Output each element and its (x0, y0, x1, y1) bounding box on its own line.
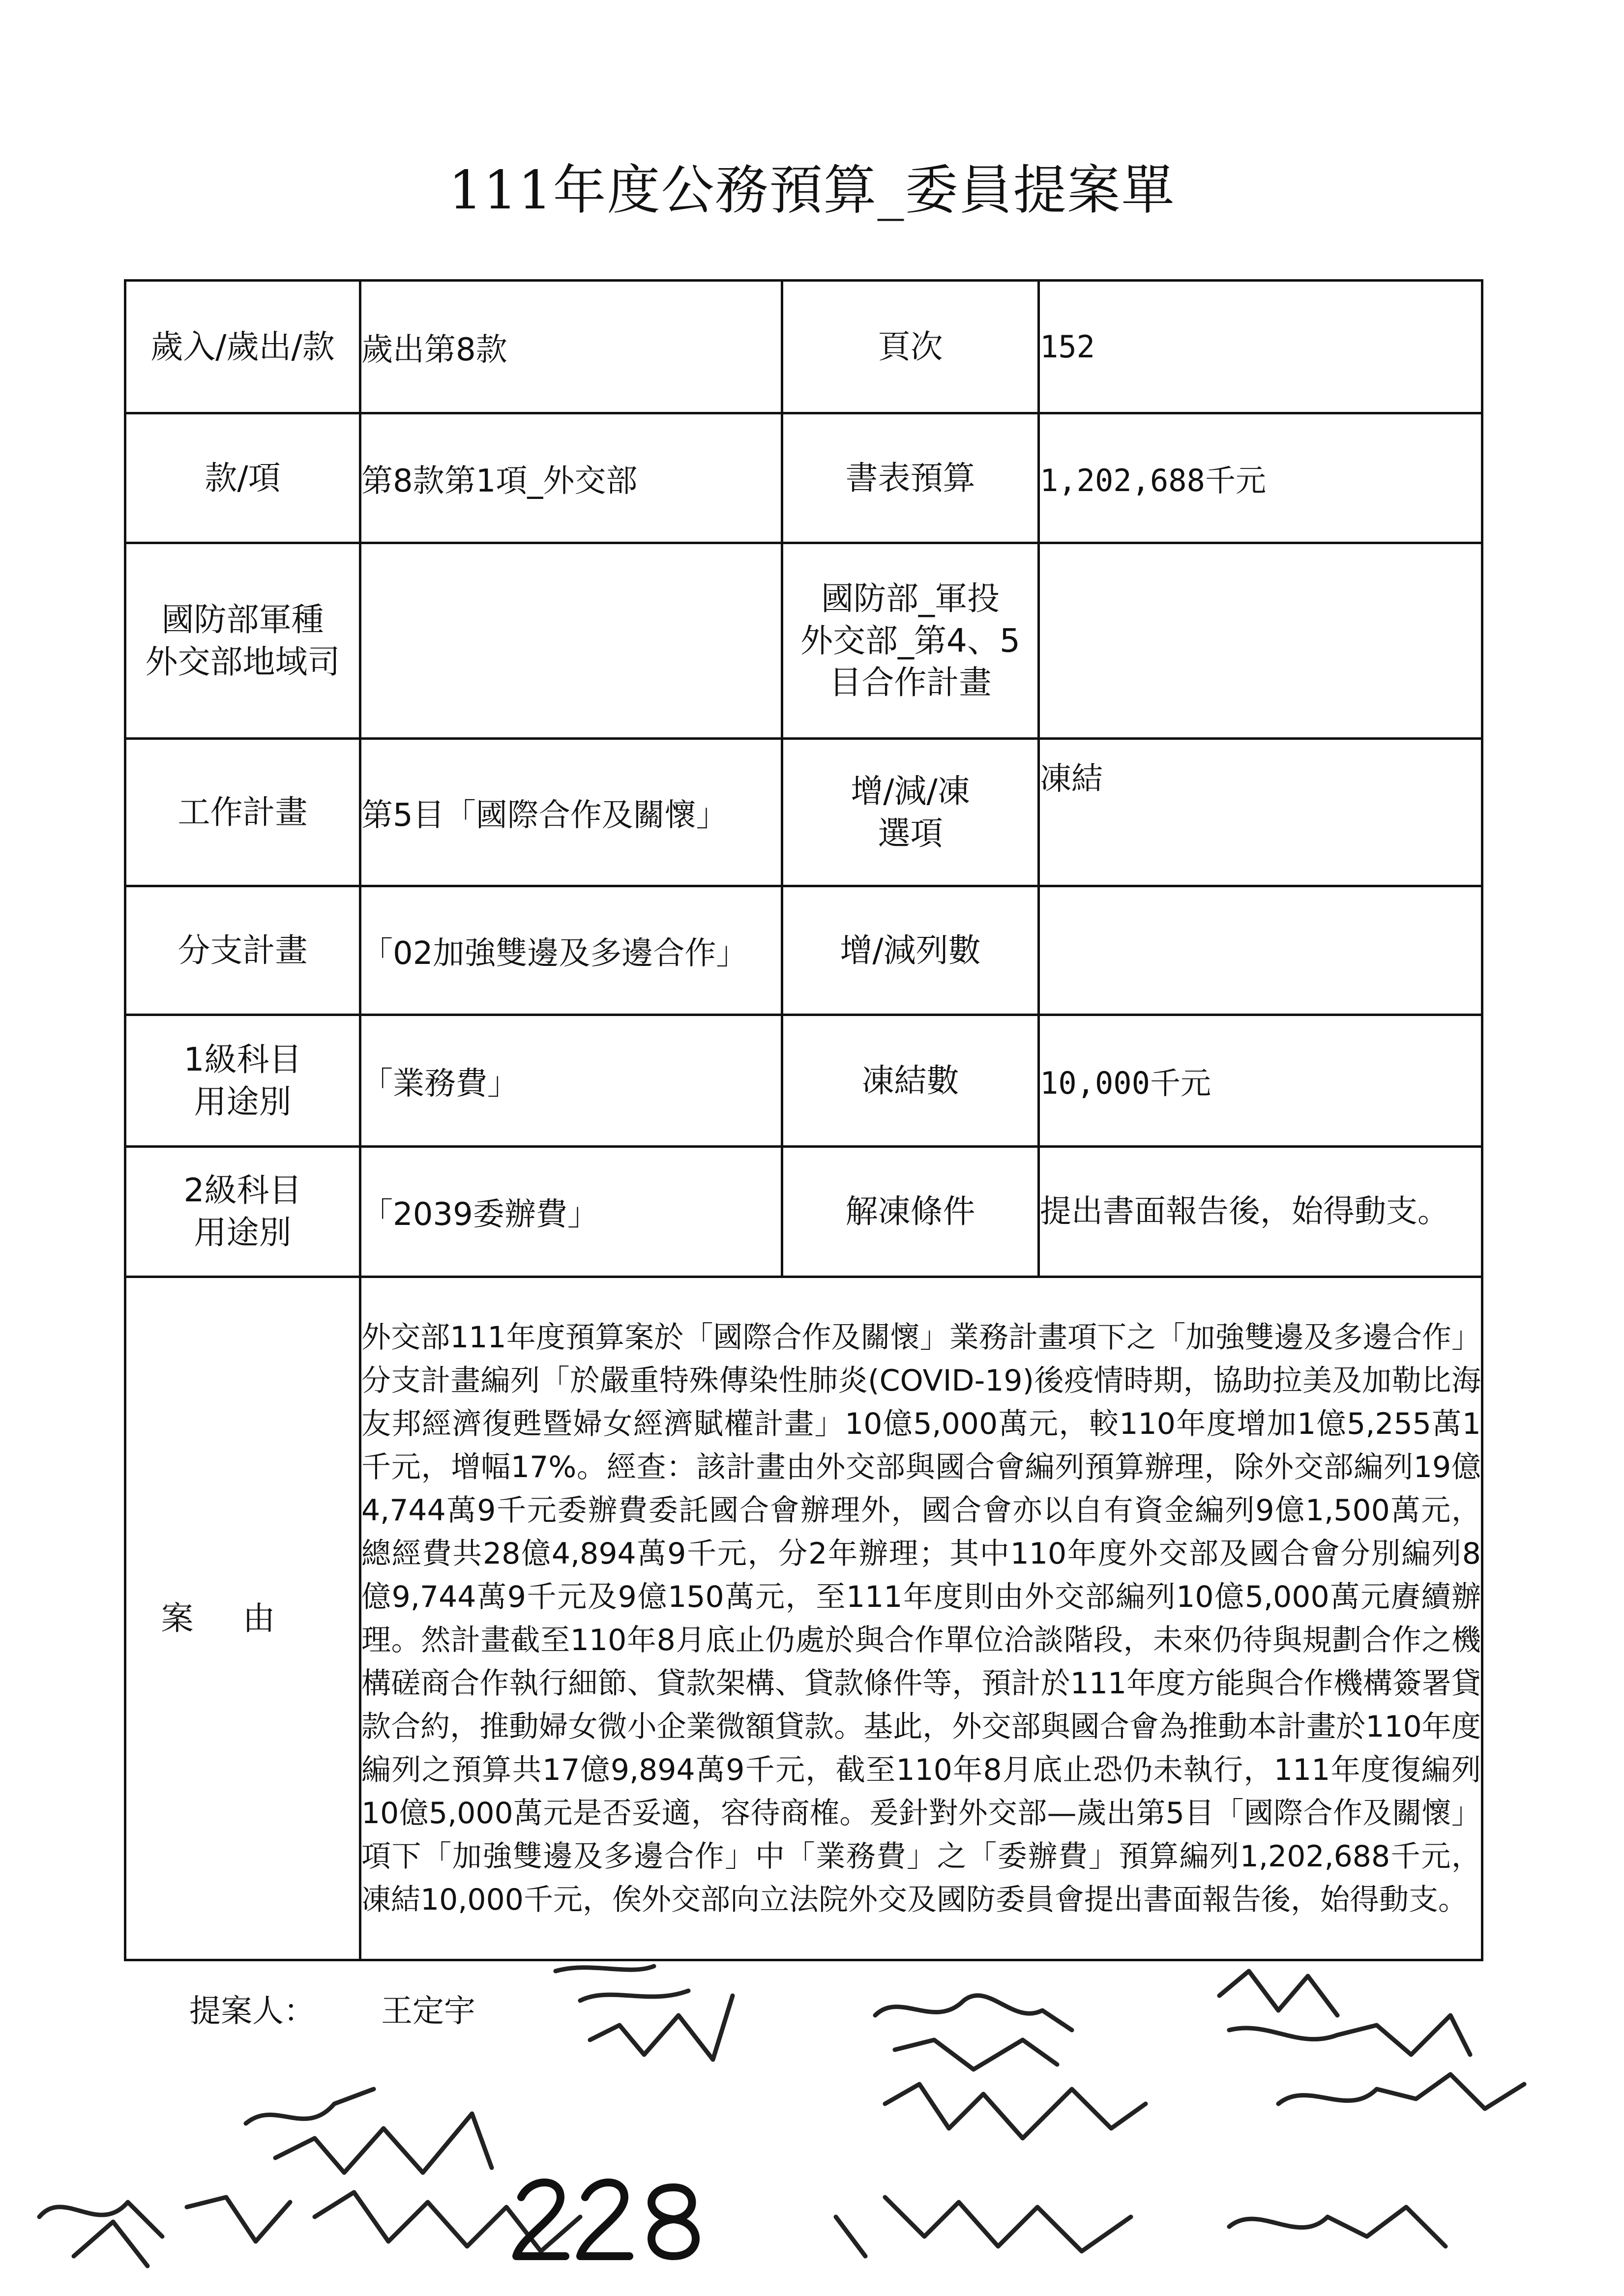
form-row-section (125, 413, 1482, 543)
label-reason-text: 案由 (161, 1599, 325, 1637)
label-department-line: 國防部軍種 (161, 600, 324, 639)
label-level1-subject-line: 1級科目 (183, 1040, 302, 1078)
label-level1-subject (125, 1015, 360, 1147)
page-title: 111年度公務預算_委員提案單 (448, 160, 1176, 221)
label-page-number: 頁次 (782, 281, 1039, 413)
value-page-number: 152 (1039, 281, 1482, 413)
signature-scribble (1278, 2074, 1524, 2109)
label-cooperation-plan-line: 外交部_第4、5 (800, 621, 1020, 660)
value-department (360, 543, 782, 739)
signature-scribble (836, 2197, 1131, 2256)
label-budget-type: 歲入/歲出/款 (125, 281, 360, 413)
reason-text: 外交部111年度預算案於「國際合作及關懷」業務計畫項下之「加強雙邊及多邊合作」分支計畫編列「於嚴重特殊傳染性肺炎(COVID-19)後疫情時期，協助拉美及加勒比海友邦經濟復甦暨婦女經濟賦權計畫」10億5,000萬元，較110年度增加1億5,255萬1千元，增幅17%。經查：該計畫由外交部與國合會編列預算辦理，除外交部編列19億4,744萬9千元委辦費委託國合會辦理外，國合會亦以自有資金編列9億1,500萬元，總經費共28億4,894萬9千元，分2年辦理；其中110年度外交部及國合會分別編列8億9,744萬9千元及9億150萬元，至111年度則由外交部編列10億5,000萬元賡續辦理。然計畫截至110年8月底止仍處於與合作單位洽談階段，未來仍待與規劃合作之機構磋商合作執行細節、貸款架構、貸款條件等，預計於111年度方能與合作機構簽署貸款合約，推動婦女微小企業微額貸款。基此，外交部與國合會為推動本計畫於110年度編列之預算共17億9,894萬9千元，截至110年8月底止恐仍未執行，111年度復編列10億5,000萬元是否妥適，容待商榷。爰針對外交部—歲出第5目「國際合作及關懷」項下「加強雙邊及多邊合作」中「業務費」之「委辦費」預算編列1,202,688千元，凍結10,000千元，俟外交部向立法院外交及國防委員會提出書面報告後，始得動支。 (360, 1277, 1482, 1960)
signature-scribble (1219, 1971, 1470, 2055)
value-level1-subject: 「業務費」 (360, 1015, 782, 1147)
value-cooperation-plan (1039, 543, 1482, 739)
value-adjust-amount (1039, 886, 1482, 1015)
label-cooperation-plan-line: 目合作計畫 (829, 664, 992, 702)
form-row-reason (125, 1277, 1482, 1960)
handwritten-number-mark (516, 2182, 696, 2256)
label-adjust-option-line: 選項 (878, 814, 943, 852)
handwritten-signatures (0, 1942, 1624, 2296)
value-branch-plan: 「02加強雙邊及多邊合作」 (360, 886, 782, 1015)
label-adjust-option (782, 739, 1039, 886)
label-section: 款/項 (125, 413, 360, 543)
form-row-level2-subject (125, 1147, 1482, 1277)
value-adjust-option: 凍結 (1039, 739, 1482, 886)
label-adjust-option-line: 增/減/凍 (851, 772, 970, 810)
label-level2-subject (125, 1147, 360, 1277)
signature-scribble (1229, 2207, 1446, 2246)
signature-scribble (885, 2084, 1146, 2138)
label-department-line: 外交部地域司 (145, 642, 340, 681)
value-work-plan: 第5目「國際合作及關懷」 (360, 739, 782, 886)
value-freeze-amount: 10,000千元 (1039, 1015, 1482, 1147)
signature-scribble (246, 2089, 492, 2173)
value-budget-type: 歲出第8款 (360, 281, 782, 413)
value-section: 第8款第1項_外交部 (360, 413, 782, 543)
signature-scribble (39, 2197, 290, 2266)
label-unfreeze-condition: 解凍條件 (782, 1147, 1039, 1277)
label-cooperation-plan (782, 543, 1039, 739)
label-freeze-amount: 凍結數 (782, 1015, 1039, 1147)
value-unfreeze-condition: 提出書面報告後，始得動支。 (1039, 1147, 1482, 1277)
proposal-form-table (124, 279, 1483, 1961)
label-level1-subject-line: 用途別 (194, 1082, 292, 1121)
label-level2-subject-line: 2級科目 (183, 1171, 302, 1210)
value-level2-subject: 「2039委辦費」 (360, 1147, 782, 1277)
form-row-budget-type (125, 281, 1482, 413)
form-row-branch-plan (125, 886, 1482, 1015)
label-cooperation-plan-line: 國防部_軍投 (821, 579, 1000, 617)
label-book-budget: 書表預算 (782, 413, 1039, 543)
label-department (125, 543, 360, 739)
label-reason (125, 1277, 360, 1960)
signature-scribble (556, 1966, 733, 2060)
label-work-plan: 工作計畫 (125, 739, 360, 886)
label-level2-subject-line: 用途別 (194, 1214, 292, 1251)
proposer-name: 王定宇 (381, 1993, 475, 2030)
signature-scribble (875, 1996, 1072, 2069)
form-row-level1-subject (125, 1015, 1482, 1147)
label-branch-plan: 分支計畫 (125, 886, 360, 1015)
form-row-work-plan (125, 739, 1482, 886)
value-book-budget: 1,202,688千元 (1039, 413, 1482, 543)
label-adjust-amount: 增/減列數 (782, 886, 1039, 1015)
form-row-department (125, 543, 1482, 739)
proposer-label: 提案人： (189, 1993, 315, 2030)
